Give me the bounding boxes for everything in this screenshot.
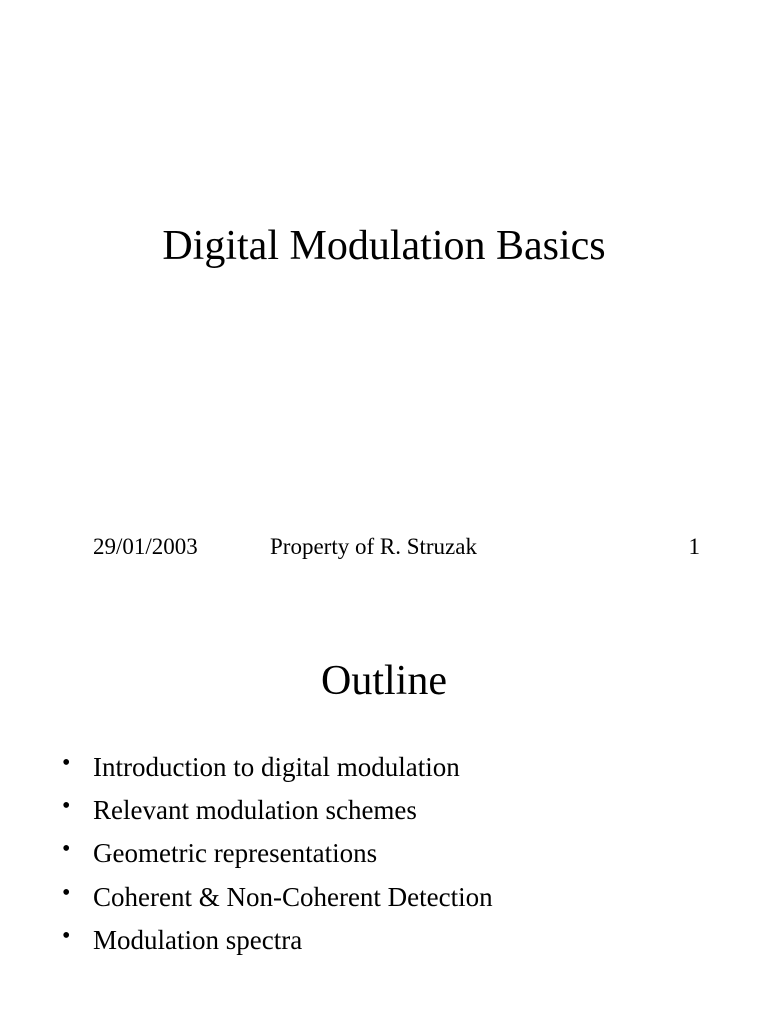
footer-date: 29/01/2003 bbox=[93, 534, 198, 559]
bullet-icon: • bbox=[62, 836, 71, 863]
bullet-icon: • bbox=[62, 922, 71, 949]
bullet-icon: • bbox=[62, 750, 71, 776]
bullet-text: Geometric representations bbox=[93, 838, 378, 869]
bullet-text: Modulation spectra bbox=[93, 924, 303, 955]
footer-page-number: 1 bbox=[688, 534, 700, 559]
bullet-text: Coherent & Non-Coherent Detection bbox=[93, 881, 493, 912]
slide-title: Outline bbox=[321, 658, 447, 704]
slide-title: Digital Modulation Basics bbox=[162, 223, 606, 269]
bullet-icon: • bbox=[62, 879, 71, 906]
bullet-text: Relevant modulation schemes bbox=[93, 795, 417, 826]
bullet-text: Introduction to digital modulation bbox=[93, 752, 460, 782]
outline-slide bbox=[0, 590, 768, 1024]
bullet-icon: • bbox=[62, 793, 71, 820]
footer-author: Property of R. Struzak bbox=[270, 534, 477, 559]
